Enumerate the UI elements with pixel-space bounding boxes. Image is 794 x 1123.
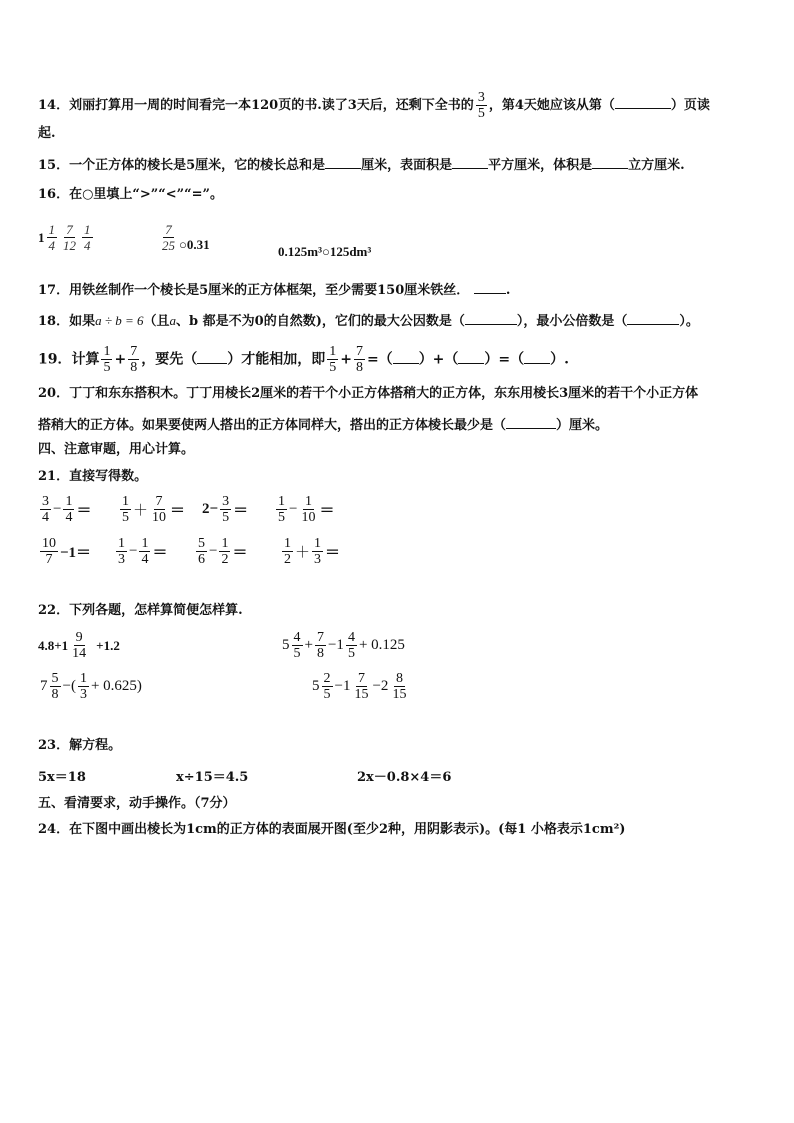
fraction-three-fifths: $\frac{3}{5}$ [477,90,485,121]
question-17: 17．用铁丝制作一个棱长是5厘米的正方体框架，至少需要150厘米铁丝． . [38,283,511,298]
q23-equation-3: 2x－0.8×4＝6 [357,770,452,785]
q21-r1-c3: 2− $\frac{3}{5}$ ＝ [202,494,249,525]
q21-r2-c3: $\frac{5}{6}$ − $\frac{1}{2}$ ＝ [198,536,248,567]
q14-text-a: 14．刘丽打算用一周的时间看完一本120页的书.读了3天后，还剩下全书的 [38,98,474,113]
question-24: 24．在下图中画出棱长为1cm的正方体的表面展开图(至少2种，用阴影表示)。(每1 小格表示1cm²) [38,822,626,837]
answer-blank[interactable] [627,313,679,325]
q14-text-c: ）页读 [670,98,710,113]
answer-blank[interactable] [393,352,419,364]
question-20-line-2: 搭稍大的正方体。如果要使两人搭出的正方体同样大，搭出的正方体棱长最少是（ ）厘米。 [38,418,609,433]
q21-r1-c1: $\frac{3}{4}$ − $\frac{1}{4}$ ＝ [42,494,92,525]
q21-r2-c4: $\frac{1}{2}$ ＋ $\frac{1}{3}$ ＝ [284,536,341,567]
question-14 [38,90,710,121]
question-22-title: 22．下列各题，怎样算简便怎样算. [38,603,243,618]
answer-blank[interactable] [506,417,556,429]
q22-expression-2: 5 $\frac{4}{5}$ + $\frac{7}{8}$ −1 $\frac{4}{5}$ + 0.125 [282,630,405,661]
question-20-line-1: 20．丁丁和东东搭积木。丁丁用棱长2厘米的若干个小正方体搭稍大的正方体，东东用棱长3厘米的若干个小正方体 [38,386,699,401]
q21-r2-c2: $\frac{1}{3}$ − $\frac{1}{4}$ ＝ [118,536,168,567]
section-4-heading: 四、注意审题，用心计算。 [38,442,195,457]
answer-blank[interactable] [452,157,488,169]
question-19: 19．计算 $\frac{1}{5}$ + $\frac{7}{8}$ ，要先（ ）才能相加，即 $\frac{1}{5}$ + $\frac{7}{8}$ =（ ）+（ ）=（ ）. [38,344,570,375]
q14-continuation: 起. [38,126,56,141]
question-21-title: 21．直接写得数。 [38,469,148,484]
answer-blank[interactable] [465,313,517,325]
answer-blank[interactable] [592,157,628,169]
question-15: 15．一个正方体的棱长是5厘米，它的棱长总和是 厘米，表面积是 平方厘米，体积是 立方厘米. [38,158,685,173]
answer-blank[interactable] [474,282,506,294]
section-5-heading: 五、看清要求，动手操作。（7分） [38,796,236,811]
q23-equation-1: 5x＝18 [38,770,86,785]
question-18: 18．如果a ÷ b = 6（且a、b 都是不为0的自然数)，它们的最大公因数是（ ），最小公倍数是（ ）。 [38,313,699,329]
question-23-title: 23．解方程。 [38,738,122,753]
q14-text-b: ，第4天她应该从第（ [488,98,615,113]
q22-expression-3: 7 $\frac{5}{8}$ −( $\frac{1}{3}$ + 0.625) [40,671,142,702]
q21-r1-c4: $\frac{1}{5}$ − $\frac{1}{10}$ ＝ [278,494,335,525]
answer-blank[interactable] [524,352,550,364]
q16-expression-2: $\frac{7}{25}$ ○0.31 [162,222,210,253]
q23-equation-2: x÷15＝4.5 [176,770,249,785]
q21-r1-c2: $\frac{1}{5}$ ＋ $\frac{7}{10}$ ＝ [122,494,186,525]
q22-expression-1: 4.8+1 $\frac{9}{14}$ +1.2 [38,630,120,661]
answer-blank[interactable] [325,157,361,169]
answer-blank[interactable] [458,352,484,364]
q21-r2-c1: $\frac{10}{7}$ −1＝ [42,536,92,567]
q22-expression-4: 5 $\frac{2}{5}$ −1 $\frac{7}{15}$ −2 $\frac{8}{15}$ [312,671,407,702]
answer-blank[interactable] [197,352,227,364]
question-16: 16．在○里填上“>”“<”“=”。 [38,187,223,202]
answer-blank[interactable] [615,97,671,109]
q16-expression-1: 1 $\frac{1}{4}$ $\frac{7}{12}$ $\frac{1}{4}$ [38,222,91,253]
q16-expression-3: 0.125m³○125dm³ [278,244,372,259]
